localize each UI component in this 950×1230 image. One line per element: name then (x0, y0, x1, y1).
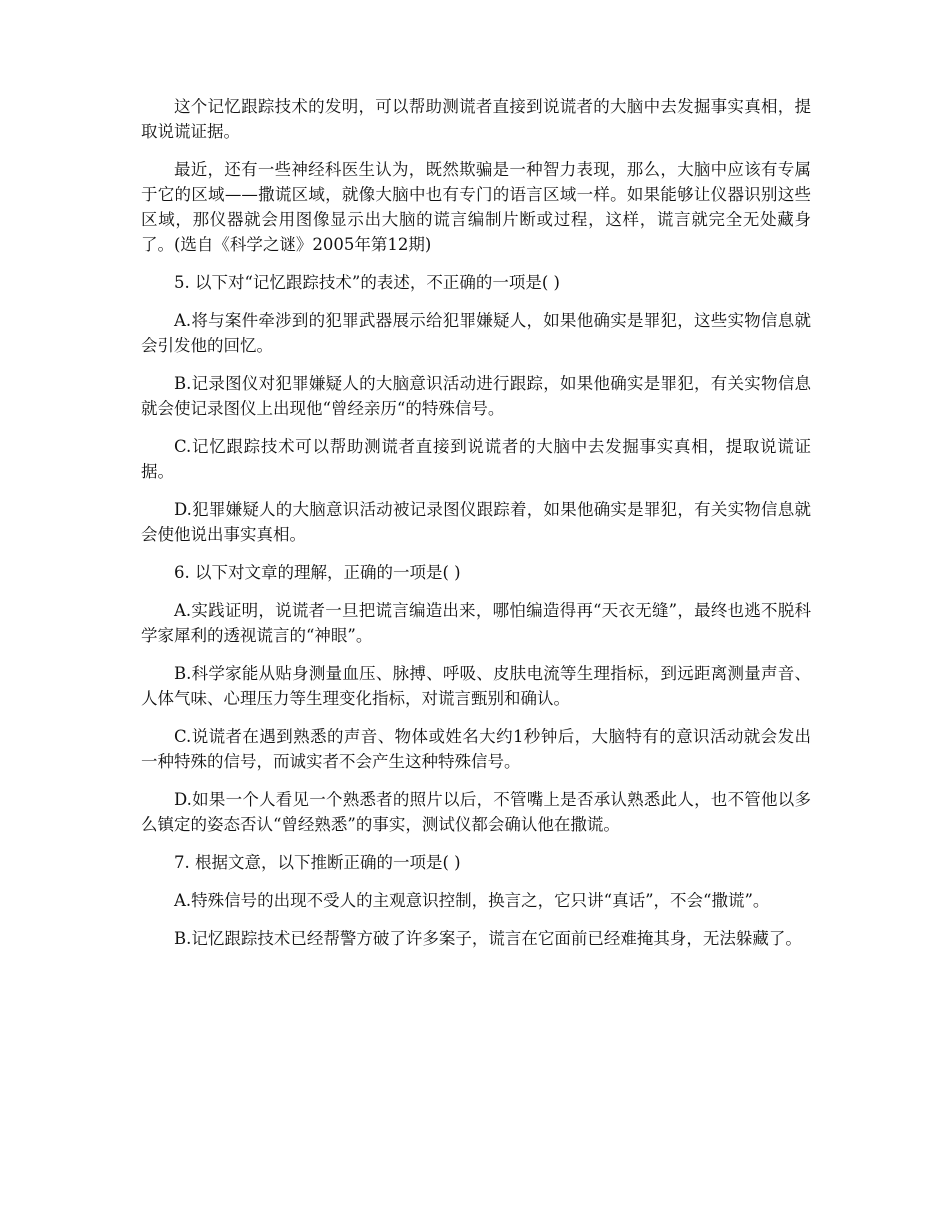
question-7-stem: 7. 根据文意，以下推断正确的一项是( ) (174, 853, 461, 872)
question-6-option-a: A.实践证明，说谎者一旦把谎言编造出来，哪怕编造得再“天衣无缝”，最终也逃不脱科学家犀利的透视谎言的“神眼”。 (141, 601, 811, 645)
question-5-stem: 5. 以下对“记忆跟踪技术”的表述，不正确的一项是( ) (174, 273, 560, 292)
question-7-option-a: A.特殊信号的出现不受人的主观意识控制，换言之，它只讲“真话”，不会“撒谎”。 (174, 891, 770, 910)
question-7-option-b: B.记忆跟踪技术已经帮警方破了许多案子，谎言在它面前已经难掩其身，无法躲藏了。 (174, 929, 802, 948)
paragraph-neuro: 最近，还有一些神经科医生认为，既然欺骗是一种智力表现，那么，大脑中应该有专属于它的区域——撒谎区域，就像大脑中也有专门的语言区域一样。如果能够让仪器识别这些区域，那仪器就会用图像显示出大脑的谎言编制片断或过程，这样，谎言就完全无处藏身了。(选自《科学之谜》2005年第12期) (141, 160, 811, 254)
question-6-option-b: B.科学家能从贴身测量血压、脉搏、呼吸、皮肤电流等生理指标，到远距离测量声音、人体气味、心理压力等生理变化指标，对谎言甄别和确认。 (141, 664, 811, 708)
document-page (141, 94, 811, 964)
question-6-option-d: D.如果一个人看见一个熟悉者的照片以后，不管嘴上是否承认熟悉此人，也不管他以多么镇定的姿态否认“曾经熟悉”的事实，测试仪都会确认他在撒谎。 (141, 790, 811, 834)
paragraph-intro: 这个记忆跟踪技术的发明，可以帮助测谎者直接到说谎者的大脑中去发掘事实真相，提取说谎证据。 (141, 97, 811, 141)
question-5-option-b: B.记录图仪对犯罪嫌疑人的大脑意识活动进行跟踪，如果他确实是罪犯，有关实物信息就会使记录图仪上出现他“曾经亲历“的特殊信号。 (141, 374, 811, 418)
question-5-option-a: A.将与案件牵涉到的犯罪武器展示给犯罪嫌疑人，如果他确实是罪犯，这些实物信息就会引发他的回忆。 (141, 311, 811, 355)
question-5-option-c: C.记忆跟踪技术可以帮助测谎者直接到说谎者的大脑中去发掘事实真相，提取说谎证据。 (141, 437, 811, 481)
question-6-stem: 6. 以下对文章的理解，正确的一项是( ) (174, 563, 461, 582)
question-6-option-c: C.说谎者在遇到熟悉的声音、物体或姓名大约1秒钟后，大脑特有的意识活动就会发出一种特殊的信号，而诚实者不会产生这种特殊信号。 (141, 727, 811, 771)
question-5-option-d: D.犯罪嫌疑人的大脑意识活动被记录图仪跟踪着，如果他确实是罪犯，有关实物信息就会使他说出事实真相。 (141, 500, 811, 544)
